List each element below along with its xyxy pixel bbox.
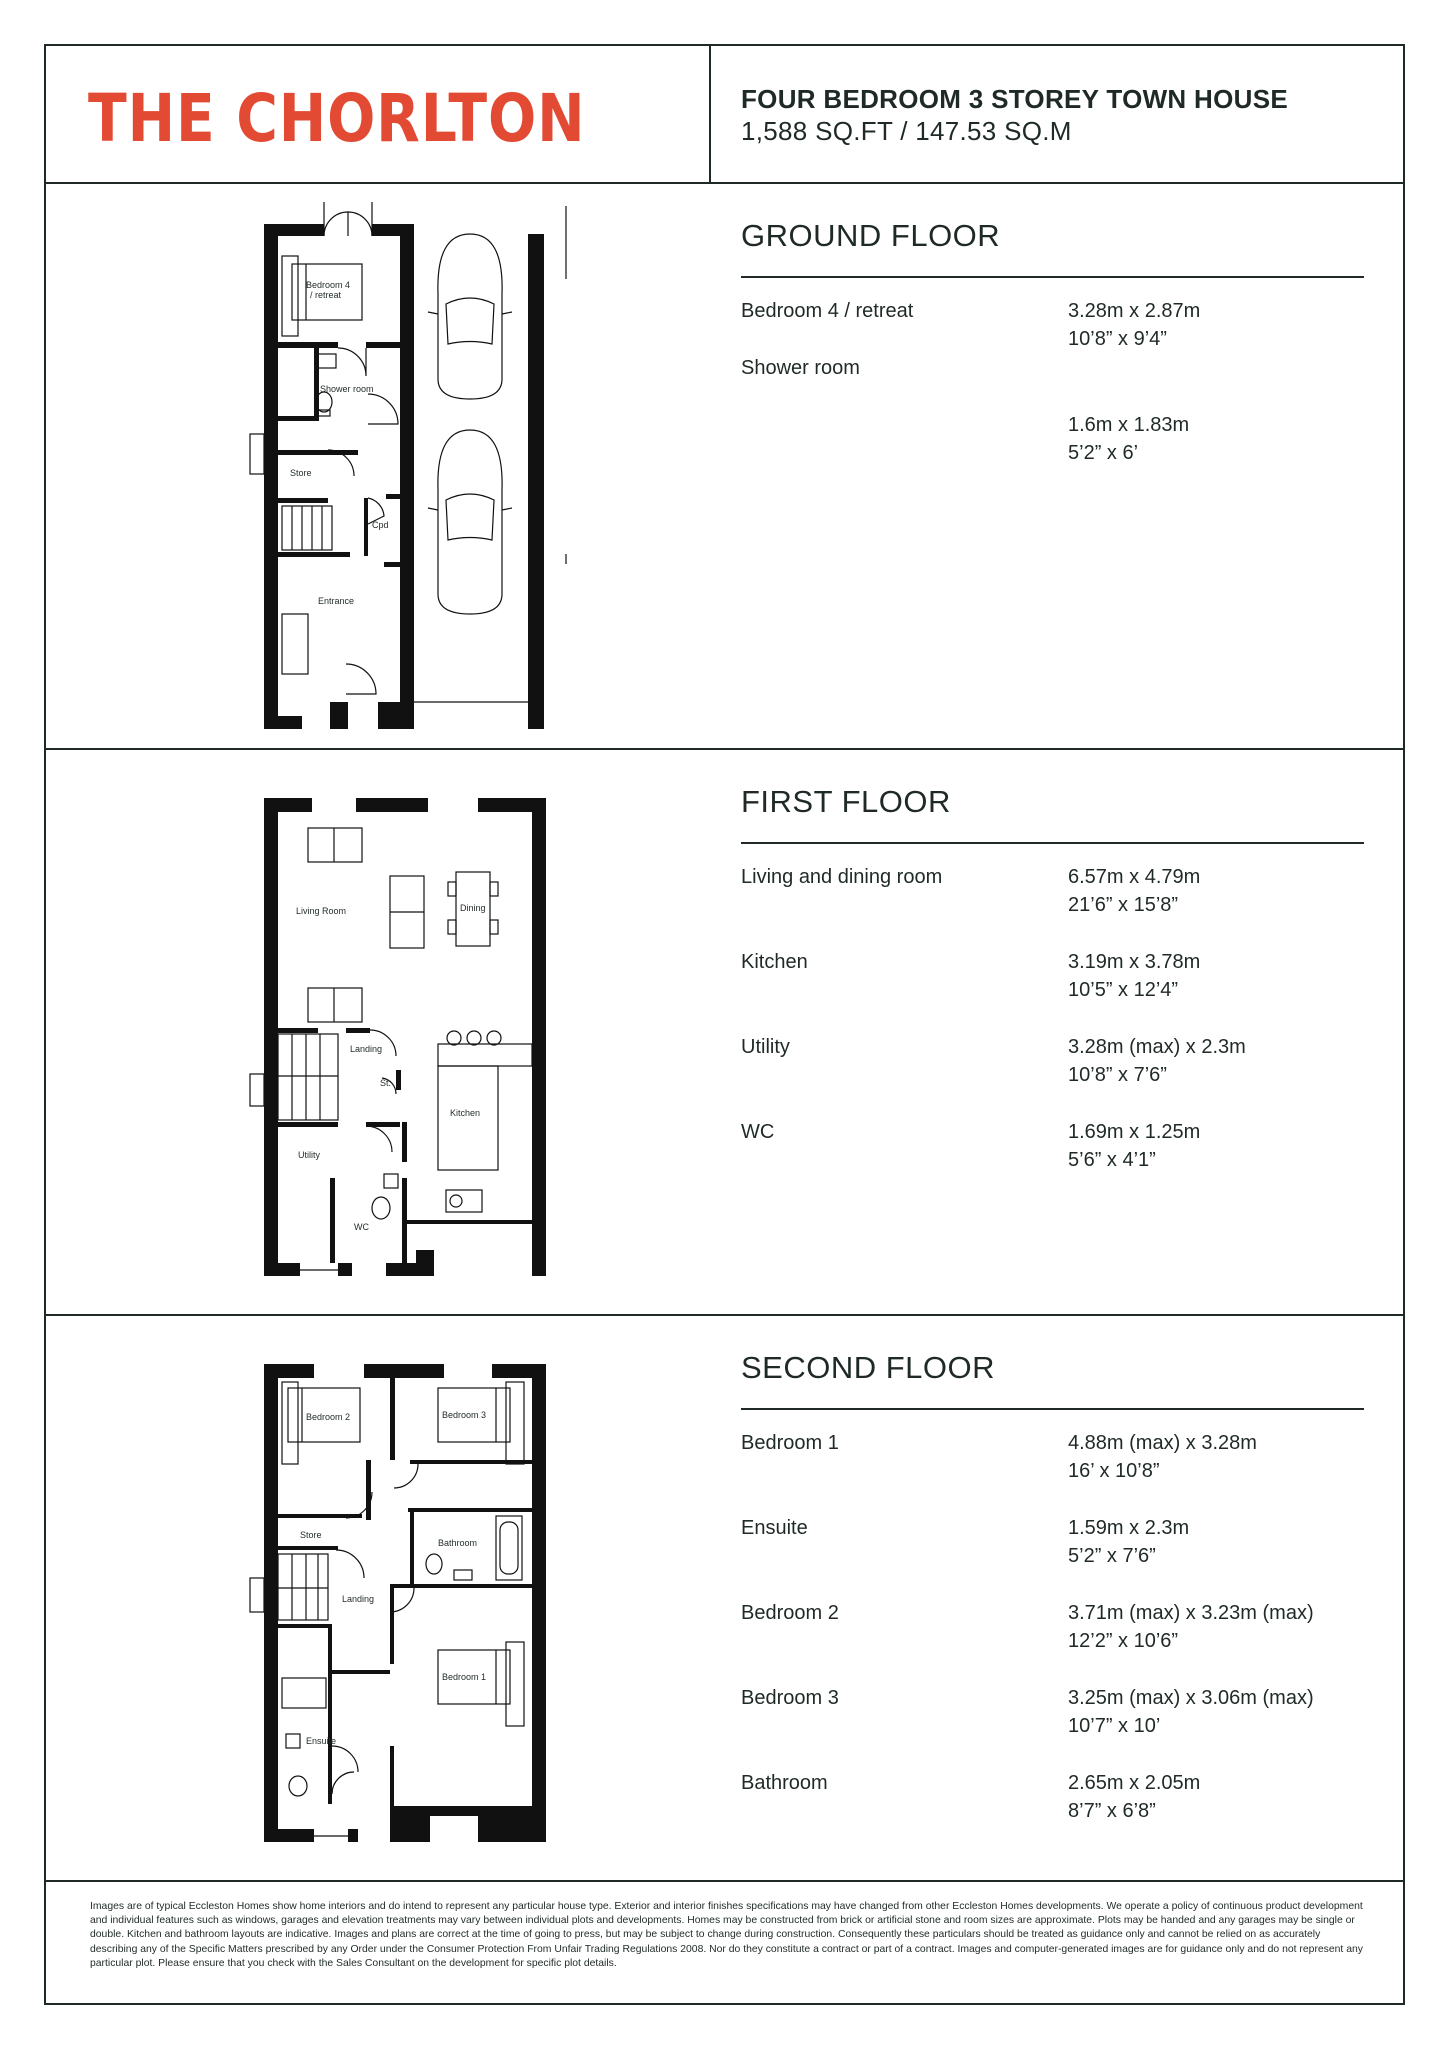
floor-title: GROUND FLOOR [741,218,1364,278]
plan-label-bedroom2: Bedroom 2 [306,1412,351,1422]
room-name: Kitchen [741,951,808,973]
room-row [741,1121,1366,1206]
room-imperial-size: 10’7” x 10’ [1068,1715,1161,1737]
plan-label-landing: Landing [350,1044,383,1054]
room-imperial-size: 10’8” x 7’6” [1068,1064,1167,1086]
room-imperial-size: 12’2” x 10’6” [1068,1630,1179,1652]
second-floor-plan [206,1326,626,1866]
plan-label-st: St. [380,1078,392,1088]
legal-disclaimer: Images are of typical Eccleston Homes show home interiors and do intend to represent any particular house type. Exterior and interior finishes specifications may have changed from other Eccleston Homes developments. We operate a policy of continuous product development and individual features such as windows, garages and elevation treatments may vary between individual plots and developments. Homes may be constructed from brick or artificial stone and room sizes are approximate. Plots may be handed and any garages may be single or double. Kitchen and bathroom layouts are indicative. Images and plans are correct at the time of going to press, but may be subject to change during construction. Consequently these particulars should be treated as guidance only and cannot be relied on as accurately describing any of the Specific Matters prescribed by any Order under the Consumer Protection From Unfair Trading Regulations 2008. Nor do they constitute a contract or part of a contract. Images and computer-generated images are for guidance only and do not represent any particular plot. Please ensure that you check with the Sales Consultant on the development for specific plot details. [90,1901,1363,1969]
room-imperial-size: 5’6” x 4’1” [1068,1149,1156,1171]
room-metric-size: 2.65m x 2.05m [1068,1772,1201,1794]
room-name: Living and dining room [741,866,943,888]
first-floor-section [46,750,1403,1316]
room-row [741,1517,1366,1602]
room-name: Bedroom 1 [741,1432,839,1454]
room-metric-size: 3.19m x 3.78m [1068,951,1201,973]
plan-label-wc: WC [354,1222,369,1232]
plan-label-dining: Dining [460,903,486,913]
room-metric-size: 6.57m x 4.79m [1068,866,1201,888]
room-row [741,1432,1366,1517]
first-floor-info [741,784,1366,1206]
room-metric-size: 3.28m (max) x 2.3m [1068,1036,1246,1058]
ground-floor-plan-drawing [206,194,626,734]
house-area: 1,588 SQ.FT / 147.53 SQ.M [741,116,1072,146]
room-metric-size: 1.69m x 1.25m [1068,1121,1201,1143]
room-list [741,300,1366,464]
floor-title: SECOND FLOOR [741,1350,1364,1410]
room-metric-size: 3.25m (max) x 3.06m (max) [1068,1687,1314,1709]
plan-label-cpd: Cpd [372,520,389,530]
plan-label-living-room: Living Room [296,906,347,916]
header [46,46,1403,184]
room-list [741,866,1366,1206]
first-floor-plan [206,760,626,1300]
room-imperial-size: 10’8” x 9’4” [1068,328,1167,350]
plan-label-bathroom: Bathroom [438,1538,478,1548]
room-name: Ensuite [741,1517,808,1539]
room-name: Utility [741,1036,790,1058]
second-floor-plan-drawing [206,1326,626,1866]
brand-title: THE CHORLTON [88,80,586,157]
room-imperial-size: 5’2” x 6’ [1068,442,1139,464]
room-metric-size: 1.59m x 2.3m [1068,1517,1190,1539]
ground-floor-section [46,184,1403,750]
plan-label-bedroom3: Bedroom 3 [442,1410,487,1420]
room-name: Bedroom 3 [741,1687,839,1709]
room-imperial-size: 5’2” x 7’6” [1068,1545,1156,1567]
room-imperial-size: 10’5” x 12’4” [1068,979,1179,1001]
room-name: WC [741,1121,775,1143]
plan-label-bedroom1: Bedroom 1 [442,1672,487,1682]
plan-label-utility: Utility [298,1150,320,1160]
plan-label-bedroom4: Bedroom 4 [306,280,351,290]
house-type: FOUR BEDROOM 3 STOREY TOWN HOUSE [741,84,1288,114]
room-name: Bedroom 2 [741,1602,839,1624]
room-metric-size: 4.88m (max) x 3.28m [1068,1432,1257,1454]
room-row [741,951,1366,1036]
room-row [741,1772,1366,1857]
room-imperial-size: 16’ x 10’8” [1068,1460,1160,1482]
floor-title: FIRST FLOOR [741,784,1364,844]
room-name: Bathroom [741,1772,828,1794]
room-row [741,866,1366,951]
room-row [741,300,1366,357]
room-metric-size: 1.6m x 1.83m [1068,414,1190,436]
room-row [741,1036,1366,1121]
plan-label-store: Store [290,468,312,478]
plan-label-store: Store [300,1530,322,1540]
second-floor-section [46,1316,1403,1882]
first-floor-plan-drawing [206,760,626,1300]
room-row [741,1687,1366,1772]
room-metric-size: 3.28m x 2.87m [1068,300,1201,322]
room-name: Bedroom 4 / retreat [741,300,914,322]
second-floor-info [741,1350,1366,1857]
plan-label-landing: Landing [342,1594,375,1604]
room-list [741,1432,1366,1857]
ground-floor-plan [206,194,626,734]
room-name: Shower room [741,357,860,379]
room-imperial-size: 21’6” x 15’8” [1068,894,1179,916]
plan-label-ensuite: Ensuite [306,1736,337,1746]
header-divider [709,46,711,184]
room-metric-size: 3.71m (max) x 3.23m (max) [1068,1602,1314,1624]
plan-label-kitchen: Kitchen [450,1108,481,1118]
plan-label-shower-room: Shower room [320,384,374,394]
plan-label-retreat: / retreat [310,290,342,300]
ground-floor-info [741,218,1366,464]
room-imperial-size: 8’7” x 6’8” [1068,1800,1156,1822]
room-row [741,357,1366,464]
page-frame [44,44,1405,2005]
room-row [741,1602,1366,1687]
plan-label-entrance: Entrance [318,596,355,606]
